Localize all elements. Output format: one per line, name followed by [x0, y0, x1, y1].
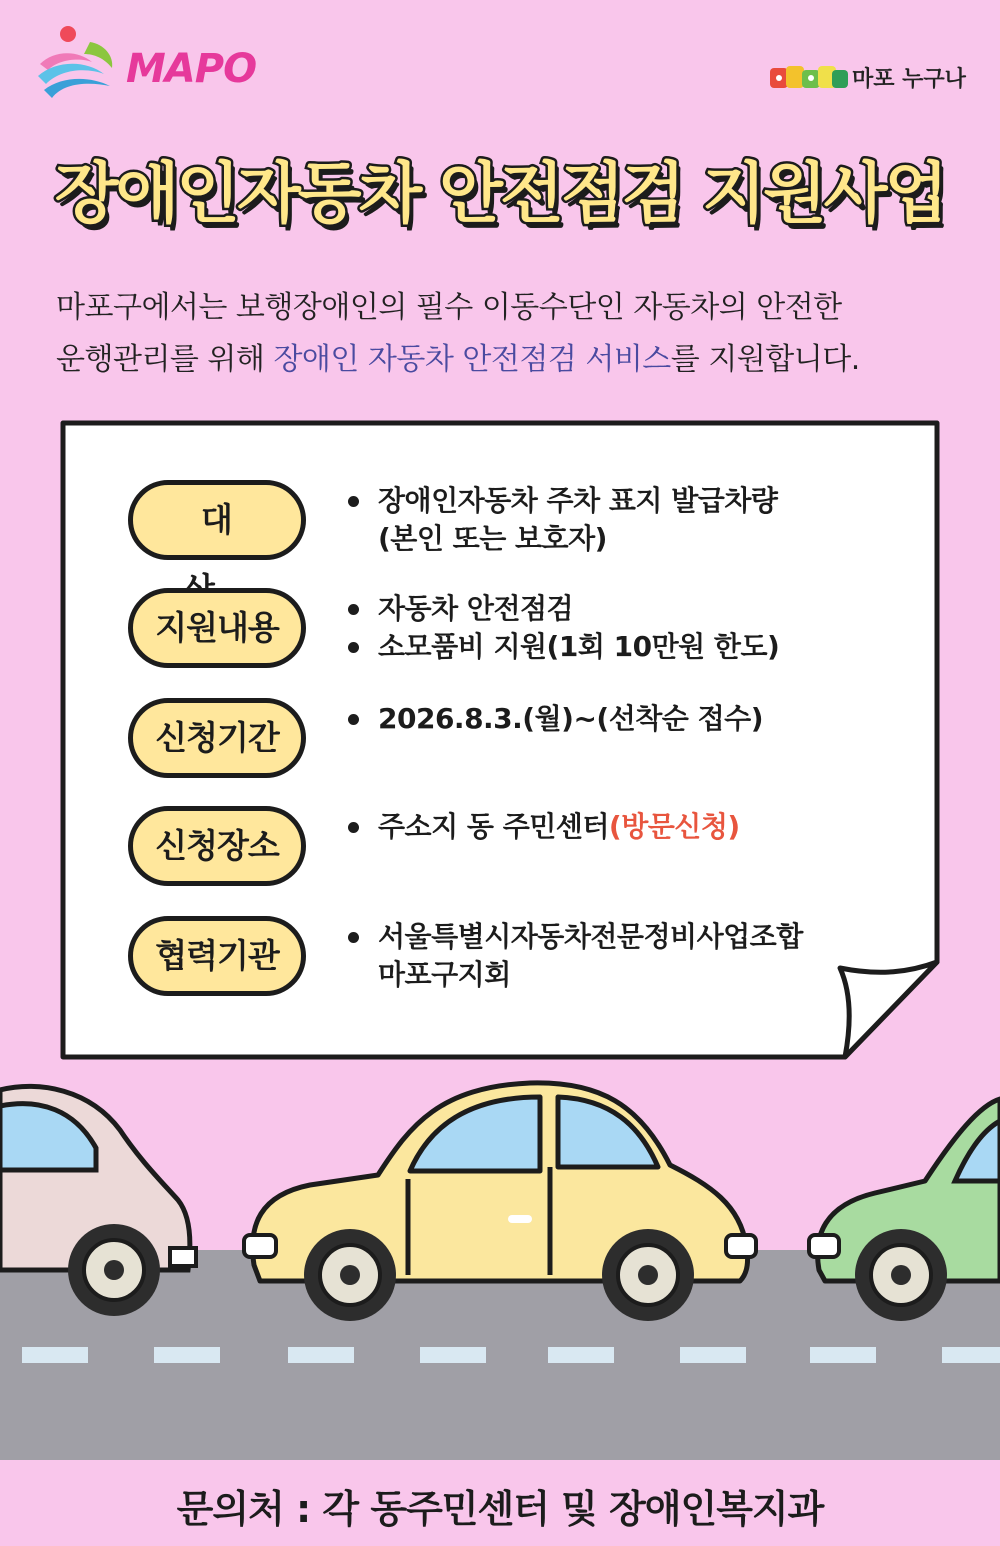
lane-mark — [810, 1347, 876, 1363]
support-list — [344, 590, 884, 666]
logo-text: MAPO — [126, 46, 257, 92]
label-place: 신청장소 — [128, 806, 306, 886]
place-list — [344, 808, 884, 846]
info-card — [60, 420, 940, 1060]
label-period: 신청기간 — [128, 698, 306, 778]
intro-highlight: 장애인 자동차 안전점검 서비스 — [273, 342, 671, 377]
label-partner: 협력기관 — [128, 916, 306, 996]
list-item: 소모품비 지원(1회 10만원 한도) — [344, 628, 884, 666]
visit-note: (방문신청) — [608, 810, 740, 843]
car-green-icon — [805, 1085, 1000, 1325]
lane-mark — [942, 1347, 1000, 1363]
label-target: 대 — [128, 480, 306, 560]
intro-line-2-before: 운행관리를 위해 — [56, 342, 274, 377]
mapo-nuguna-logo-icon — [770, 64, 850, 92]
period-list — [344, 700, 884, 738]
list-item: 2026.8.3.(월)~(선착순 접수) — [344, 700, 884, 738]
lane-mark — [154, 1347, 220, 1363]
mapo-logo — [34, 24, 274, 106]
intro-text — [56, 282, 956, 386]
lane-mark — [548, 1347, 614, 1363]
lane-mark — [288, 1347, 354, 1363]
partner-list — [344, 918, 884, 994]
mapo-nuguna-logo — [770, 58, 966, 98]
lane-mark — [22, 1347, 88, 1363]
brand-text: 마포 누구나 — [852, 67, 966, 92]
page-title: 장애인자동차 안전점검 지원사업 — [54, 155, 946, 232]
target-list — [344, 482, 884, 558]
car-yellow-icon — [240, 1075, 760, 1325]
intro-line-1: 마포구에서는 보행장애인의 필수 이동수단인 자동차의 안전한 — [56, 290, 842, 325]
car-pink-icon — [0, 1070, 200, 1320]
lane-mark — [420, 1347, 486, 1363]
label-support: 지원내용 — [128, 588, 306, 668]
contact-info: 문의처 : 각 동주민센터 및 장애인복지과 — [176, 1487, 824, 1531]
list-item: 서울특별시자동차전문정비사업조합 마포구지회 — [344, 918, 884, 994]
lane-mark — [680, 1347, 746, 1363]
mapo-emblem-icon — [34, 24, 118, 106]
intro-line-2-after: 를 지원합니다. — [670, 342, 860, 377]
list-item: 자동차 안전점검 — [344, 590, 884, 628]
intro-line-2 — [56, 334, 956, 386]
list-item: 장애인자동차 주차 표지 발급차량 (본인 또는 보호자) — [344, 482, 884, 558]
list-item: 주소지 동 주민센터(방문신청) — [344, 808, 884, 846]
